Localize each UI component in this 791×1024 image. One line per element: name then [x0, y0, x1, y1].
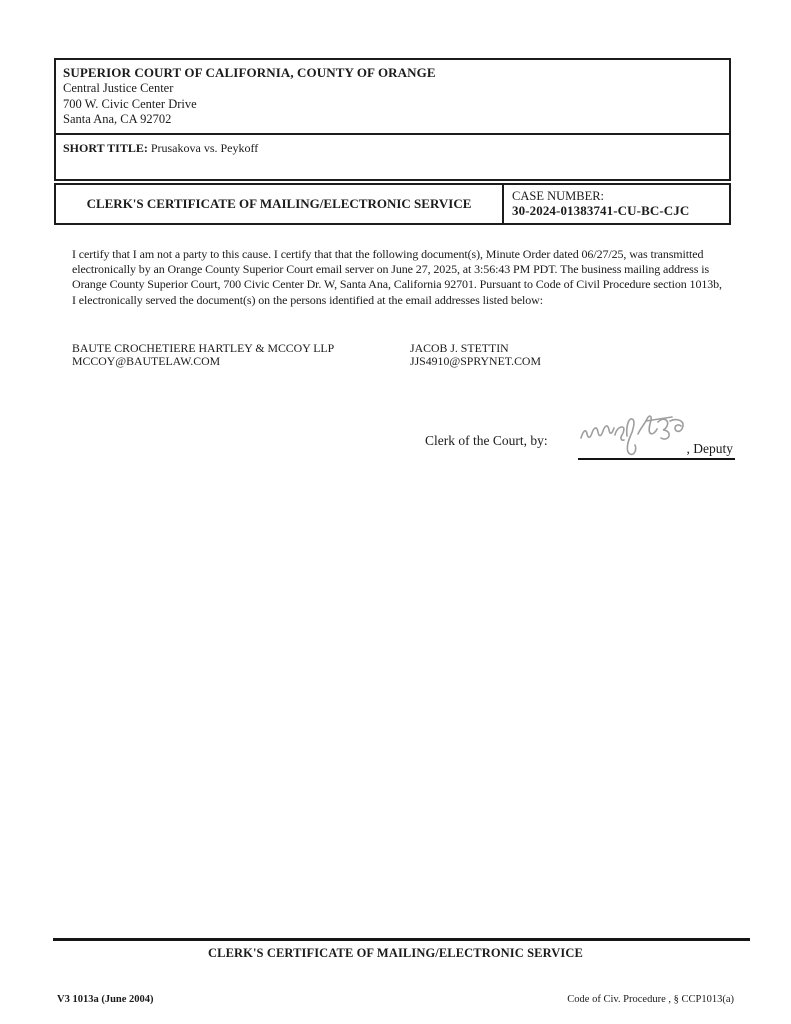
signature-line — [578, 420, 735, 460]
deputy-label: , Deputy — [686, 441, 733, 456]
case-number-cell — [504, 185, 729, 223]
court-header-box — [54, 58, 731, 181]
clerk-of-court-label: Clerk of the Court, by: — [425, 433, 548, 448]
court-address — [63, 81, 721, 128]
footer-rule — [53, 938, 750, 941]
short-title-label: SHORT TITLE: — [63, 140, 148, 155]
recipient-name: BAUTE CROCHETIERE HARTLEY & MCCOY LLP — [72, 341, 335, 355]
court-name: SUPERIOR COURT OF CALIFORNIA, COUNTY OF ORANGE — [63, 65, 436, 80]
code-reference: Code of Civ. Procedure , § CCP1013(a) — [567, 994, 734, 1005]
recipient-list — [72, 342, 722, 368]
handwritten-signature-icon — [578, 412, 686, 458]
footer-meta — [57, 994, 734, 1005]
footer-document-title: CLERK'S CERTIFICATE OF MAILING/ELECTRONIC SERVICE — [208, 946, 583, 960]
court-address-block — [56, 60, 729, 135]
recipient-item — [410, 342, 541, 368]
court-address-line: Santa Ana, CA 92702 — [63, 112, 172, 126]
recipient-email: MCCOY@BAUTELAW.COM — [72, 354, 221, 368]
short-title-row — [56, 135, 729, 179]
document-title-box — [54, 183, 731, 225]
recipient-item — [72, 342, 410, 368]
recipient-email: JJS4910@SPRYNET.COM — [410, 354, 541, 368]
document-title: CLERK'S CERTIFICATE OF MAILING/ELECTRONIC SERVICE — [56, 185, 504, 223]
recipient-name: JACOB J. STETTIN — [410, 341, 509, 355]
form-version: V3 1013a (June 2004) — [57, 994, 154, 1005]
case-number-label: CASE NUMBER: — [512, 189, 605, 203]
court-address-line: 700 W. Civic Center Drive — [63, 96, 197, 111]
case-number-value: 30-2024-01383741-CU-BC-CJC — [512, 203, 690, 218]
court-address-line: Central Justice Center — [63, 81, 174, 95]
certification-paragraph: I certify that I am not a party to this cause. I certify that that the following document(s), Minute Order dated 06/27/25, was transmitted electronically by an Orange County Superior Court email server on June 27, 2025, at 3:56:43 PM PDT. The business mailing address is Orange County Superior Court, 700 Civic Center Dr. W, Santa Ana, California 92701. Pursuant to Code of Civil Procedure section 1013b, I electronically served the document(s) on the persons identified at the email addresses listed below: — [72, 247, 722, 307]
short-title-value: Prusakova vs. Peykoff — [150, 140, 259, 155]
